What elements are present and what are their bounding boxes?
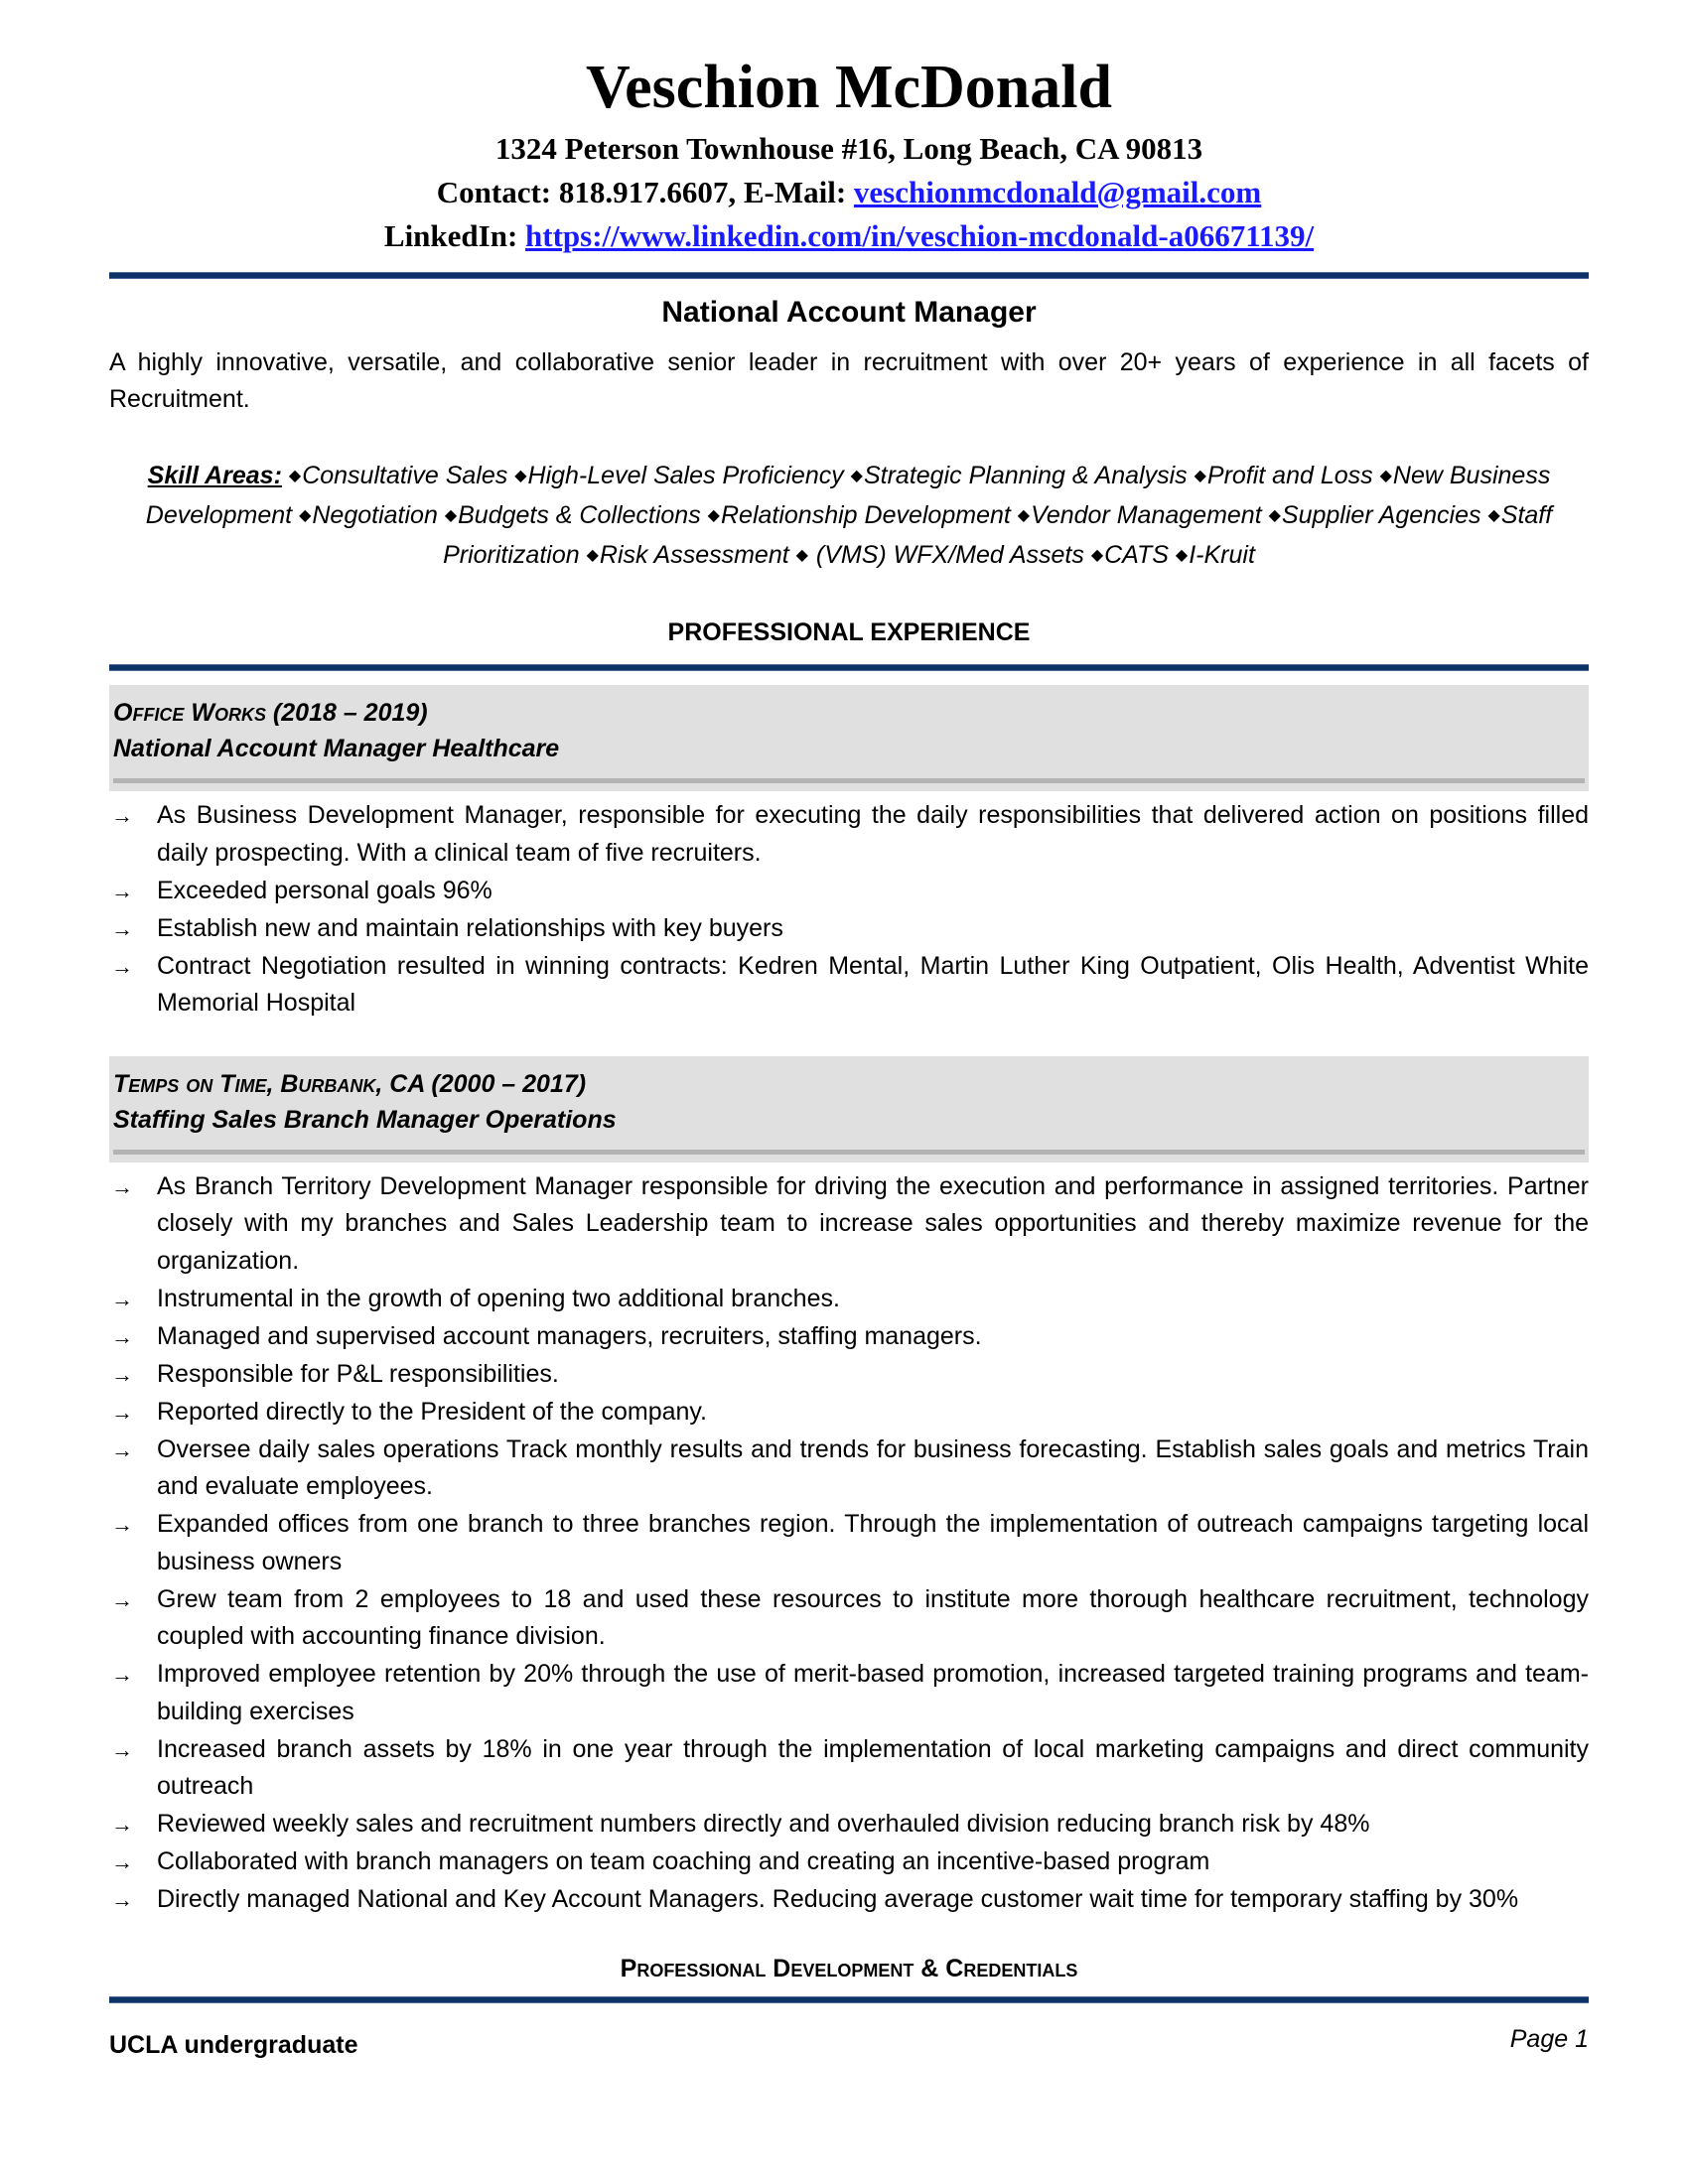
bullet-text: Improved employee retention by 20% through the use of merit-based promotion, increased targeted training programs and team-building exercises xyxy=(157,1660,1589,1725)
skill-label: High-Level Sales Proficiency xyxy=(527,462,844,489)
job-entry xyxy=(109,1056,1589,1919)
diamond-icon: ◆ xyxy=(514,468,527,484)
skill-item xyxy=(851,462,1188,489)
arrow-right-icon: → xyxy=(111,1512,133,1537)
list-item xyxy=(109,1168,1589,1281)
job-header xyxy=(109,1056,1589,1162)
skill-label: Vendor Management xyxy=(1031,501,1262,529)
diamond-icon: ◆ xyxy=(586,547,599,564)
linkedin-label: LinkedIn: xyxy=(383,218,526,253)
skill-label: Negotiation xyxy=(312,501,438,529)
diamond-icon: ◆ xyxy=(299,507,312,524)
skill-label: Supplier Agencies xyxy=(1281,501,1481,529)
diamond-icon: ◆ xyxy=(1379,468,1392,484)
skill-label: Profit and Loss xyxy=(1206,462,1373,489)
list-item xyxy=(109,1318,1589,1356)
list-item xyxy=(109,1843,1589,1881)
education-item: UCLA undergraduate xyxy=(109,2030,358,2059)
bullet-text: Managed and supervised account managers, recruiters, staffing managers. xyxy=(157,1321,982,1350)
arrow-right-icon: → xyxy=(111,1323,133,1349)
diamond-icon: ◆ xyxy=(1268,507,1281,524)
diamond-icon: ◆ xyxy=(707,507,720,524)
list-item xyxy=(109,1281,1589,1318)
bullet-text: Establish new and maintain relationships with key buyers xyxy=(157,913,783,942)
summary-paragraph: A highly innovative, versatile, and collaborative senior leader in recruitment with over 20+ years of experience in all facets of Recruitment. xyxy=(109,348,1589,413)
bullet-text: As Business Development Manager, responsible for executing the daily responsibilities that delivered action on positions filled daily prospecting. With a clinical team of five recruiters. xyxy=(157,801,1589,867)
arrow-right-icon: → xyxy=(111,1399,133,1425)
list-item xyxy=(109,1881,1589,1919)
list-item xyxy=(109,1581,1589,1656)
diamond-icon: ◆ xyxy=(1487,507,1500,524)
diamond-icon: ◆ xyxy=(1194,468,1206,484)
arrow-right-icon: → xyxy=(111,1736,133,1762)
skill-item xyxy=(1269,501,1481,529)
skill-item xyxy=(299,501,438,529)
diamond-icon: ◆ xyxy=(1175,547,1189,564)
list-item xyxy=(109,910,1589,948)
bullet-text: Contract Negotiation resulted in winning contracts: Kedren Mental, Martin Luther King Outpatient, Olis Health, Adventist White Memorial Hospital xyxy=(157,951,1589,1017)
skill-label: Staff Prioritization xyxy=(443,501,1553,569)
diamond-icon: ◆ xyxy=(1090,547,1104,564)
job-entry xyxy=(109,685,1589,1023)
list-item xyxy=(109,1432,1589,1506)
bullet-text: Reviewed weekly sales and recruitment numbers directly and overhauled division reducing branch risk by 48% xyxy=(157,1810,1370,1838)
list-item xyxy=(109,873,1589,910)
diamond-icon: ◆ xyxy=(795,547,808,564)
role-title: National Account Manager Healthcare xyxy=(113,735,560,762)
skill-item xyxy=(289,462,507,489)
skill-label: New Business Development xyxy=(145,462,1551,529)
skill-item xyxy=(1018,501,1262,529)
skill-areas xyxy=(109,458,1589,577)
arrow-right-icon: → xyxy=(111,915,133,941)
skill-item xyxy=(445,501,701,529)
skill-label: Relationship Development xyxy=(720,501,1011,529)
resume-page xyxy=(109,0,1589,2063)
role-title: Staffing Sales Branch Manager Operations xyxy=(113,1105,617,1134)
diamond-icon: ◆ xyxy=(288,468,302,484)
skill-label: I-Kruit xyxy=(1189,541,1255,569)
skills-list xyxy=(146,462,1552,569)
skill-item xyxy=(708,501,1011,529)
job-bullets xyxy=(109,797,1589,1023)
skill-item xyxy=(587,541,789,569)
skill-label: Consultative Sales xyxy=(302,462,508,489)
bullet-text: Grew team from 2 employees to 18 and used these resources to institute more thorough healthcare recruitment, technology coupled with accounting finance division. xyxy=(157,1584,1589,1650)
list-item xyxy=(109,1806,1589,1843)
job-header xyxy=(109,685,1589,791)
arrow-right-icon: → xyxy=(111,1586,133,1612)
contact-line xyxy=(109,171,1589,214)
arrow-right-icon: → xyxy=(111,1361,133,1387)
bullet-text: Instrumental in the growth of opening two additional branches. xyxy=(157,1284,840,1312)
experience-divider xyxy=(109,664,1589,671)
bullet-text: As Branch Territory Development Manager responsible for driving the execution and performance in assigned territories. Partner closely with my branches and Sales Leadership team to increase sales opportunities and thereby maximize revenue for the organization. xyxy=(157,1171,1589,1275)
arrow-right-icon: → xyxy=(111,803,133,828)
header-divider xyxy=(109,272,1589,279)
bullet-text: Directly managed National and Key Account Managers. Reducing average customer wait time for temporary staffing by 30% xyxy=(157,1885,1519,1913)
skill-label: Budgets & Collections xyxy=(458,501,701,529)
credentials-divider xyxy=(109,1996,1589,2003)
job-title-heading: National Account Manager xyxy=(661,296,1037,329)
skill-areas-label: Skill Areas: xyxy=(147,462,282,489)
bullet-text: Responsible for P&L responsibilities. xyxy=(157,1359,559,1388)
bullet-text: Reported directly to the President of the company. xyxy=(157,1397,708,1426)
arrow-right-icon: → xyxy=(111,1662,133,1687)
arrow-right-icon: → xyxy=(111,1887,133,1912)
job-header-divider xyxy=(113,778,1585,783)
experience-heading: PROFESSIONAL EXPERIENCE xyxy=(667,618,1031,646)
arrow-right-icon: → xyxy=(111,1849,133,1874)
arrow-right-icon: → xyxy=(111,1812,133,1837)
company-name: Temps on Time, Burbank, CA (2000 – 2017) xyxy=(113,1069,587,1098)
bullet-text: Increased branch assets by 18% in one year through the implementation of local marketing campaigns and direct community outreach xyxy=(157,1734,1589,1800)
bullet-text: Oversee daily sales operations Track monthly results and trends for business forecasting. Establish sales goals and metrics Train and evaluate employees. xyxy=(157,1434,1589,1500)
skill-label: CATS xyxy=(1104,541,1169,569)
linkedin-line xyxy=(109,214,1589,258)
bullet-text: Collaborated with branch managers on team coaching and creating an incentive-based program xyxy=(157,1847,1210,1875)
list-item xyxy=(109,1656,1589,1730)
candidate-name: Veschion McDonald xyxy=(586,54,1112,121)
jobs-list xyxy=(109,685,1589,1919)
diamond-icon: ◆ xyxy=(444,507,458,524)
skill-item xyxy=(1091,541,1169,569)
skill-label: (VMS) WFX/Med Assets xyxy=(808,541,1084,569)
job-bullets xyxy=(109,1168,1589,1919)
list-item xyxy=(109,1394,1589,1432)
skill-label: Risk Assessment xyxy=(599,541,789,569)
skill-item xyxy=(796,541,1084,569)
address: 1324 Peterson Townhouse #16, Long Beach, CA 90813 xyxy=(494,131,1203,166)
arrow-right-icon: → xyxy=(111,1173,133,1199)
credentials-heading: Professional Development & Credentials xyxy=(620,1954,1078,1982)
linkedin-link[interactable]: https://www.linkedin.com/in/veschion-mcdonald-a06671139/ xyxy=(525,218,1315,253)
diamond-icon: ◆ xyxy=(1017,507,1031,524)
arrow-right-icon: → xyxy=(111,1286,133,1311)
list-item xyxy=(109,948,1589,1023)
arrow-right-icon: → xyxy=(111,1436,133,1462)
bullet-text: Exceeded personal goals 96% xyxy=(157,876,492,904)
arrow-right-icon: → xyxy=(111,953,133,979)
bullet-text: Expanded offices from one branch to three branches region. Through the implementation of outreach campaigns targeting local business owners xyxy=(157,1510,1589,1575)
diamond-icon: ◆ xyxy=(850,468,863,484)
email-link[interactable]: veschionmcdonald@gmail.com xyxy=(853,175,1262,209)
list-item xyxy=(109,1506,1589,1580)
contact-label: Contact: 818.917.6607, E-Mail: xyxy=(436,175,854,209)
skill-item xyxy=(1195,462,1373,489)
list-item xyxy=(109,1731,1589,1806)
job-header-divider xyxy=(113,1150,1585,1155)
list-item xyxy=(109,1356,1589,1394)
skill-item xyxy=(514,462,844,489)
page-number: Page 1 xyxy=(1509,2025,1589,2053)
company-name: Office Works (2018 – 2019) xyxy=(113,699,428,727)
skill-item xyxy=(1176,541,1255,569)
list-item xyxy=(109,797,1589,872)
skill-label: Strategic Planning & Analysis xyxy=(863,462,1188,489)
arrow-right-icon: → xyxy=(111,878,133,903)
